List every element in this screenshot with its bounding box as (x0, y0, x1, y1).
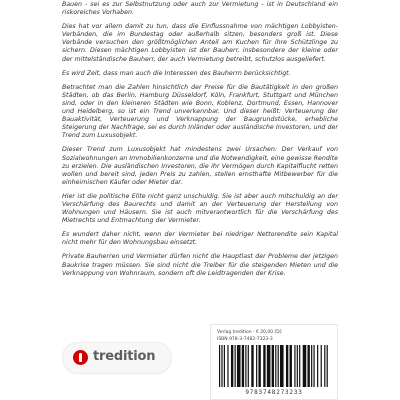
tredition-logo-icon (73, 350, 88, 365)
publisher-price-line: Verlag tredition · € 20,00 [D] (217, 330, 282, 335)
barcode-bar (242, 345, 244, 387)
paragraph-3: Es wird Zeit, dass man auch die Interessen des Bauherrn berücksichtigt. (62, 69, 291, 77)
barcode-bar (311, 345, 312, 387)
barcode-bar (297, 345, 298, 387)
barcode-bar (256, 345, 257, 387)
barcode-bar (219, 345, 220, 387)
barcode-bar (294, 345, 295, 387)
paragraph-7: Es wundert daher nicht, wenn der Vermieter bei niedriger Nettorendite sein Kapital nicht mehr für den Wohnungsbau einsetzt. (62, 231, 338, 247)
barcode-bar (275, 345, 276, 387)
cover-footer (62, 324, 338, 400)
barcode-number: 9783748273233 (245, 389, 303, 396)
barcode-bar (267, 345, 271, 387)
barcode (217, 345, 331, 387)
paragraph-2: Dies hat vor allem damit zu tun, dass die Einflussnahme von mächtigen Lobbyisten-Verbänden, die im Bundestag oder außerhalb sitzen, besonders groß ist. Diese Verbände versuchen den größtmöglichen Anteil am Kuchen für ihre Schützlinge zu sichern. Diesen mächtigen Lobbyisten ist der Bauherr, insbesondere der kleine oder der mittelständische Bauherr, der auch Vermietung betreibt, schutzlos ausgeliefert. (62, 23, 338, 63)
barcode-bar (245, 345, 246, 387)
paragraph-6: Hier ist die politische Elite nicht ganz unschuldig. Sie ist aber auch mitschuldig an der Verschärfung des Baurechts und damit an der Verteuerung der Herstellung von Wohnungen und Häusern. Sie ist auch mitverantwortlich für die Verschärfung des Mietrechts und Entmachtung der Vermieter. (62, 192, 338, 225)
isbn-line: ISBN 978-3-7482-7323-3 (217, 337, 273, 342)
barcode-bar (313, 345, 314, 387)
paragraph-1: Bauen - sei es zur Selbstnutzung oder auch zur Vermietung - ist in Deutschland ein riskoreiches Vorhaben. (62, 1, 338, 17)
barcode-bar (280, 345, 284, 387)
paragraph-8: Private Bauherren und Vermieter dürfen nicht die Hauptlast der Probleme der jetzigen Baukrise tragen müssen. Sie sind nicht die Treiber für die steigenden Mieten und die Verknappung von Wohnraum, sondern oft die Leidtragenden der Krise. (62, 253, 338, 277)
barcode-bar (263, 345, 265, 387)
barcode-bar (231, 345, 233, 387)
barcode-bar (235, 345, 236, 387)
barcode-bar (258, 345, 260, 387)
barcode-bar (272, 345, 274, 387)
publisher-logo (62, 342, 172, 374)
barcode-bar (248, 345, 249, 387)
blurb-text (62, 1, 338, 284)
barcode-bar (307, 345, 309, 387)
barcode-bar (286, 345, 288, 387)
barcode-bar (290, 345, 292, 387)
paragraph-4: Betrachtet man die Zahlen hinsichtlich der Preise für die Bautätigkeit in den großen Städten, ob das Berlin, Hamburg Düsseldorf, Köln, Frankfurt, Stuttgart und München sind, oder in den kleineren Städten wie Bonn, Koblenz, Dortmund, Essen, Hannover und Heidelberg, so ist ein Trend unverkennbar. Und dieser heißt: Verteuerung der Bauaktivität, Verteuerung und Verknappung der Baugrundstücke, erhebliche Steigerung der Nachfrage, sei es durch Inländer oder ausländische Investoren, und der Trend zum Luxusobjekt. (62, 83, 338, 140)
barcode-bar (251, 345, 253, 387)
barcode-bar (321, 345, 322, 387)
barcode-bar (303, 345, 307, 387)
barcode-bar (224, 345, 225, 387)
barcode-bar (299, 345, 300, 387)
barcode-bar (221, 345, 222, 387)
publisher-logo-text: tredition (93, 349, 156, 364)
barcode-bar (237, 345, 241, 387)
barcode-bar (324, 345, 325, 387)
isbn-box (210, 324, 338, 400)
barcode-bar (317, 345, 318, 387)
barcode-bar (278, 345, 279, 387)
barcode-bar (327, 345, 328, 387)
barcode-bar (227, 345, 228, 387)
paragraph-5: Dieser Trend zum Luxusobjekt hat mindestens zwei Ursachen: Der Verkauf von Sozialwohnungen an Immobilienkonzerne und die Notwendigkeit, eine gewisse Rendite zu erzielen. Die ausländischen Investoren, die ihr Vermögen durch Kapitalflucht retten wollen und bereit sind, jeden Preis zu zahlen, stellen ernsthafte Mitbewerber für die einheimischen Käufer oder Mieter dar. (62, 146, 338, 186)
